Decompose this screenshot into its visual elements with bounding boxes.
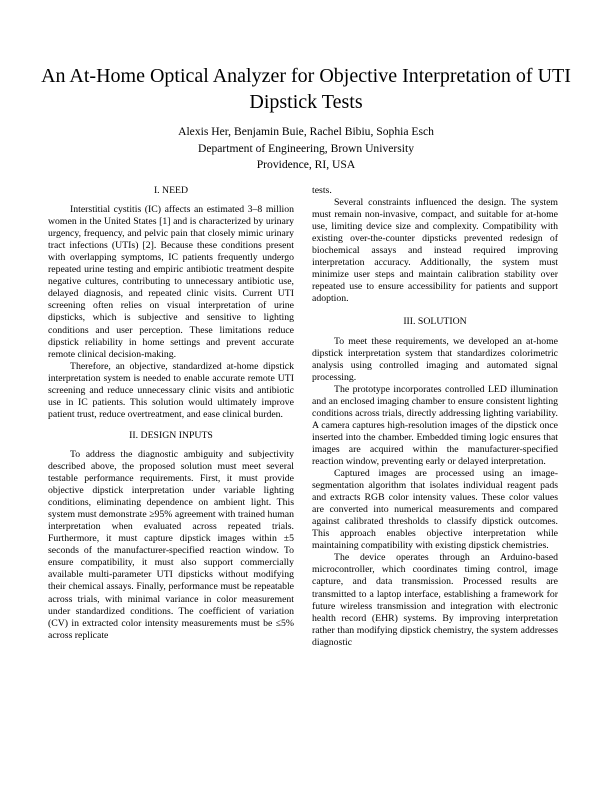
location: Providence, RI, USA <box>256 158 356 171</box>
paragraph-continuation: tests. <box>312 185 332 196</box>
author-block <box>36 124 576 174</box>
affiliation: Department of Engineering, Brown University <box>197 141 415 155</box>
paragraph: Interstitial cystitis (IC) affects an estimated 3–8 million women in the United States [1] and is characterized by urinary urgency, frequency, and pelvic pain that closely mimic urinary tract infections (UTIs) [2]. Because these conditions present with overlapping symptoms, IC patients frequently undergo repeated urine testing and empiric antibiotic treatment despite negative cultures, contributing to unnecessary antibiotic use, delayed diagnosis, and repeated clinic visits. Current UTI screening often relies on visual interpretation of urine dipsticks, which is subjective and sensitive to lighting conditions and user perception. These limitations reduce dipstick reliability in home settings and prevent accurate remote clinical decision-making. <box>48 204 294 360</box>
author-list: Alexis Her, Benjamin Buie, Rachel Bibiu, Sophia Esch <box>178 125 434 138</box>
section-heading-design-inputs: II. DESIGN INPUTS <box>129 429 213 441</box>
paragraph: Therefore, an objective, standardized at-home dipstick interpretation system is needed to enable accurate remote UTI screening and reduce unnecessary clinic visits and antibiotic use in IC patients. This solution would ultimately improve patient trust, reduce overtreatment, and ease clinical burden. <box>48 360 294 420</box>
right-column <box>312 185 558 649</box>
paragraph: To address the diagnostic ambiguity and subjectivity described above, the proposed solution must meet several testable performance requirements. First, it must provide objective dipstick interpretation under variable lighting conditions, eliminating dependence on ambient light. This system must demonstrate ≥95% agreement with trained human interpretation when evaluated across repeated trials. Furthermore, it must capture dipstick images within ±5 seconds of the manufacturer-specified reaction window. To ensure compatibility, it must also support commercially available multi-parameter UTI dipsticks without modifying their chemical assays. Finally, performance must be repeatable across trials, with minimal variance in color measurement under standardized conditions. The coefficient of variation (CV) in extracted color intensity measurements must be ≤5% across replicate <box>48 448 294 641</box>
section-heading-solution: III. SOLUTION <box>403 316 467 328</box>
paragraph: To meet these requirements, we developed an at-home dipstick interpretation system that standardizes colorimetric analysis using controlled imaging and automated signal processing. <box>312 335 558 383</box>
paragraph: Several constraints influenced the design. The system must remain non-invasive, compact, and suitable for at-home use, limiting device size and complexity. Compatibility with existing over-the-counter dipsticks prevented redesign of biochemical assays and instead required improving interpretation accuracy. Additionally, the system must minimize user steps and maintain calibration stability over repeated use to ensure accessibility for patients and support adoption. <box>312 197 558 305</box>
section-heading-need: I. NEED <box>153 185 189 196</box>
paper-title: An At-Home Optical Analyzer for Objective Interpretation of UTI Dipstick Tests <box>41 65 571 113</box>
left-column <box>48 185 294 642</box>
paragraph: The prototype incorporates controlled LED illumination and an enclosed imaging chamber to ensure consistent lighting conditions across trials, directly addressing lighting variability. A camera captures high-resolution images of the dipstick once inserted into the chamber. Embedded timing logic ensures that images are acquired within the manufacturer-specified reaction window, preventing early or delayed interpretation. <box>312 383 558 467</box>
paragraph: Captured images are processed using an image-segmentation algorithm that isolates individual reagent pads and extracts RGB color intensity values. These color values are converted into numerical measurements and compared against calibrated thresholds to classify dipstick outcomes. This approach enables objective interpretation while maintaining compatibility with existing dipstick chemistries. <box>312 468 558 552</box>
paragraph: The device operates through an Arduino-based microcontroller, which coordinates timing control, image capture, and data transmission. Processed results are transmitted to a laptop interface, establishing a framework for future wireless transmission and integration with electronic health record (EHR) systems. By improving interpretation rather than modifying dipstick chemistry, the system addresses diagnostic <box>312 552 558 648</box>
